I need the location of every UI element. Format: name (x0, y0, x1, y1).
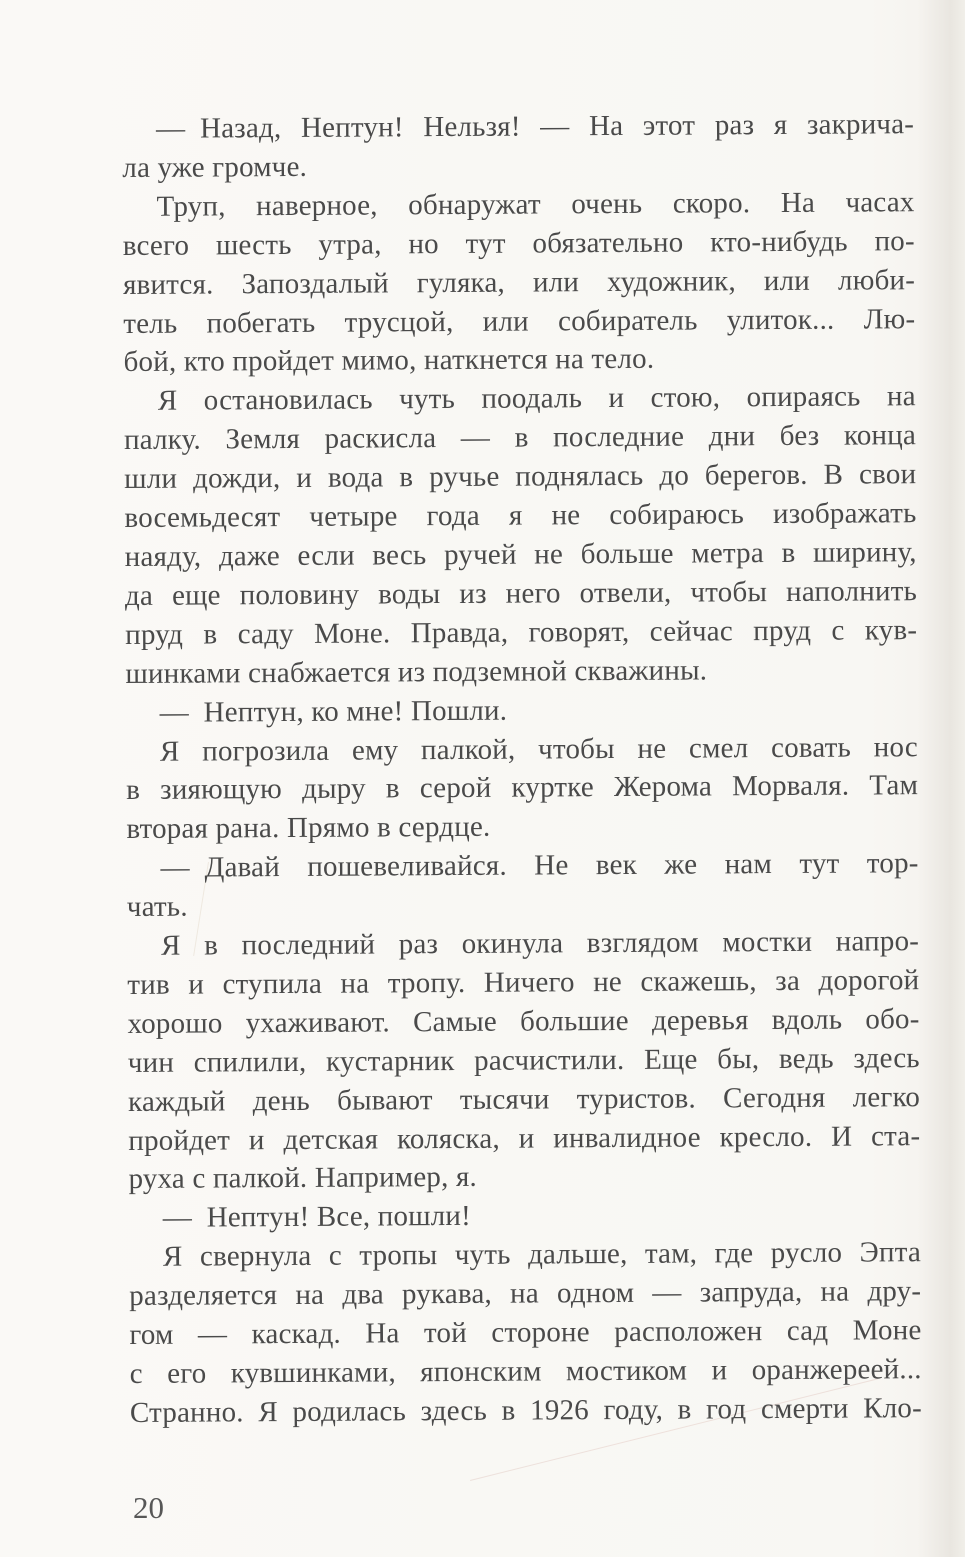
text-line: вторая рана. Прямо в сердце. (126, 811, 491, 846)
page-number: 20 (133, 1490, 164, 1525)
text-line: руха с палкой. Например, я. (128, 1161, 478, 1196)
text-line: — Нептун, ко мне! Пошли. (159, 694, 508, 729)
text-line: восемьдесят четыре года я не собираюсь изображать (124, 497, 917, 535)
text-line: пруд в саду Моне. Правда, говорят, сейчас пруд с кув- (125, 613, 918, 651)
text-line: — Назад, Нептун! Нельзя! — На этот раз я закрича- (156, 108, 915, 145)
text-line: гом — каскад. На той стороне расположен сад Моне (129, 1314, 922, 1352)
text-line: в зияющую дыру в серой куртке Жерома Морваля. Там (126, 769, 919, 807)
text-line: да еще половину воды из него отвели, чтобы наполнить (124, 575, 918, 612)
text-line: — Нептун! Все, пошли! (162, 1200, 472, 1235)
text-line: чать. (126, 890, 188, 924)
text-line: Странно. Я родилась здесь в 1926 году, в год смерти Кло- (129, 1392, 923, 1429)
text-line: всего шесть утра, но тут обязательно кто-нибудь по- (122, 224, 915, 262)
text-line: Я остановилась чуть поодаль и стою, опираясь на (157, 380, 916, 418)
text-line: Я в последний раз окинула взглядом мостки напро- (161, 925, 920, 962)
text-line: ла уже громче. (122, 150, 308, 184)
text-line: явится. Запоздалый гуляка, или художник, или люби- (122, 263, 916, 301)
text-line: Я погрозила ему палкой, чтобы не смел совать нос (159, 730, 919, 768)
text-line: наяду, даже если весь ручей не больше метра в ширину, (124, 536, 917, 573)
text-line: палку. Земля раскисла — в последние дни без конца (123, 419, 917, 457)
text-line: шли дожди, и вода в ручье поднялась до берегов. В свои (124, 458, 917, 496)
text-line: разделяется на два рукава, на одном — запруда, на дру- (129, 1275, 922, 1313)
text-line: шинками снабжается из подземной скважины. (125, 654, 708, 690)
text-line: Труп, наверное, обнаружат очень скоро. На часах (156, 185, 915, 223)
text-line: тив и ступила на тропу. Ничего не скажешь, за дорогой (127, 964, 920, 1001)
text-line: с его кувшинками, японским мостиком и оранжереей... (129, 1353, 922, 1390)
page-text-block (122, 105, 922, 1433)
text-line: бой, кто пройдет мимо, наткнется на тело. (123, 343, 655, 379)
text-line: пройдет и детская коляска, и инвалидное кресло. И ста- (128, 1119, 921, 1157)
text-line: хорошо ухаживают. Самые большие деревья вдоль обо- (127, 1002, 920, 1040)
text-line: чин спилили, кустарник расчистили. Еще бы, ведь здесь (127, 1041, 920, 1079)
text-line: каждый день бывают тысячи туристов. Сегодня легко (127, 1080, 921, 1118)
text-line: тель побегать трусцой, или собиратель улиток... Лю- (123, 302, 916, 340)
text-line: — Давай пошевеливайся. Не век же нам тут тор- (160, 847, 919, 884)
text-line: Я свернула с тропы чуть дальше, там, где русло Эпта (162, 1236, 922, 1274)
